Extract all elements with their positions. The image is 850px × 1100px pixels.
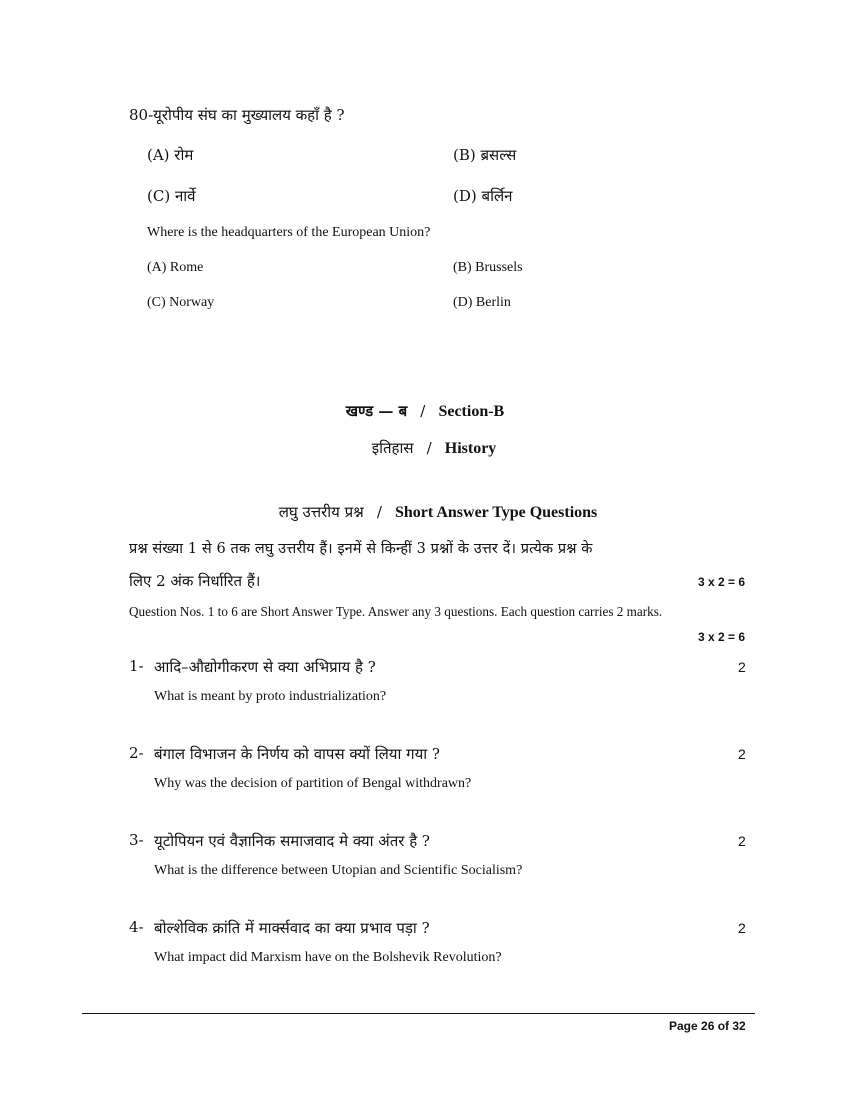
subject-en: History <box>444 440 497 457</box>
question-1-hindi: आदि–औद्योगीकरण से क्या अभिप्राय है ? <box>154 658 376 676</box>
question-4-marks: 2 <box>738 920 746 936</box>
q80-english: Where is the headquarters of the European Union? <box>147 225 431 240</box>
question-1-english: What is meant by proto industrialization? <box>154 689 387 704</box>
marks-calc-hi: 3 x 2 = 6 <box>698 575 746 589</box>
type-heading-hi: लघु उत्तरीय प्रश्न <box>278 503 364 521</box>
section-hi: खण्ड — ब <box>345 402 408 420</box>
question-1-number: 1- <box>129 657 144 675</box>
q80-option-d-hi: (D) बर्लिन <box>453 187 513 205</box>
section-heading <box>0 401 850 421</box>
question-3-hindi: यूटोपियन एवं वैज्ञानिक समाजवाद मे क्या अंतर है ? <box>154 832 430 850</box>
question-3-number: 3- <box>129 831 144 849</box>
question-4-number: 4- <box>129 918 144 936</box>
subject-hi: इतिहास <box>371 439 414 457</box>
instructions-hi-line2: लिए 2 अंक निर्धारित हैं। <box>129 572 261 590</box>
q80-option-c-en: (C) Norway <box>147 295 215 310</box>
type-heading-en: Short Answer Type Questions <box>395 504 598 521</box>
question-4-english: What impact did Marxism have on the Bolshevik Revolution? <box>154 950 502 965</box>
section-en: Section-B <box>438 403 505 420</box>
type-heading <box>0 502 850 522</box>
question-3-marks: 2 <box>738 833 746 849</box>
question-2-hindi: बंगाल विभाजन के निर्णय को वापस क्यों लिया गया ? <box>154 745 440 763</box>
section-slash: / <box>420 402 426 420</box>
subject-slash: / <box>426 439 432 457</box>
q80-option-c-hi: (C) नार्वे <box>147 187 196 205</box>
instructions-en: Question Nos. 1 to 6 are Short Answer Type. Answer any 3 questions. Each question carries 2 marks. <box>129 604 663 619</box>
page-number: Page 26 of 32 <box>669 1019 746 1033</box>
question-3-english: What is the difference between Utopian and Scientific Socialism? <box>154 863 523 878</box>
question-2-number: 2- <box>129 744 144 762</box>
q80-option-b-hi: (B) ब्रसल्स <box>453 146 517 164</box>
marks-calc-en: 3 x 2 = 6 <box>698 630 746 644</box>
subject-heading <box>0 438 850 458</box>
instructions-hi-line1: प्रश्न संख्या 1 से 6 तक लघु उत्तरीय हैं। इनमें से किन्हीं 3 प्रश्नों के उत्तर दें। प्रत्येक प्रश्न के <box>129 541 593 557</box>
q80-hindi: 80-यूरोपीय संघ का मुख्यालय कहाँ है ? <box>129 106 345 124</box>
q80-option-a-hi: (A) रोम <box>147 146 194 164</box>
question-2-marks: 2 <box>738 746 746 762</box>
q80-option-b-en: (B) Brussels <box>453 260 523 275</box>
type-heading-slash: / <box>376 503 382 521</box>
q80-option-a-en: (A) Rome <box>147 260 204 275</box>
q80-option-d-en: (D) Berlin <box>453 295 511 310</box>
footer-divider <box>82 1013 755 1014</box>
question-2-english: Why was the decision of partition of Bengal withdrawn? <box>154 776 472 791</box>
question-4-hindi: बोल्शेविक क्रांति में मार्क्सवाद का क्या प्रभाव पड़ा ? <box>154 919 430 937</box>
question-1-marks: 2 <box>738 659 746 675</box>
